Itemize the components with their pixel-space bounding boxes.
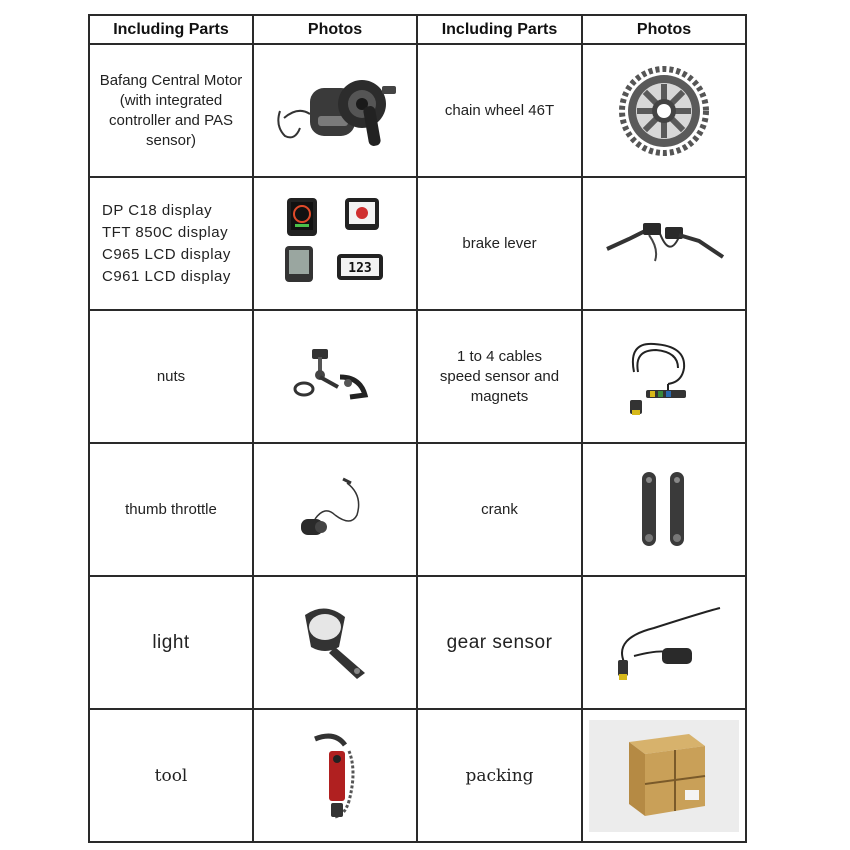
table-row [89,709,746,842]
photo-cell [253,177,417,310]
part-cell [89,177,253,310]
table-row [89,443,746,576]
header-including-parts-2: Including Parts [417,15,582,44]
photo-cell [582,177,746,310]
photo-cell [253,310,417,443]
part-label-brake-lever: brake lever [462,234,537,252]
photo-cell [582,709,746,842]
cable-harness-icon [624,332,704,422]
lcd-displays-icon [275,194,395,294]
parts-table [88,14,747,843]
photo-cell [253,709,417,842]
photo-cell [582,443,746,576]
part-cell [417,44,582,177]
part-cell [89,443,253,576]
header-photos-1: Photos [253,15,417,44]
part-cell [89,44,253,177]
part-cell [89,576,253,709]
part-cell [417,709,582,842]
photo-cell [253,44,417,177]
part-label-motor: Bafang Central Motor (with integrated controller and PAS sensor) [99,71,243,149]
headlight-icon [295,603,375,683]
part-cell [89,709,253,842]
part-label-nuts: nuts [156,367,186,385]
table-row [89,177,746,310]
photo-cell [582,310,746,443]
chainring-icon [619,66,709,156]
photo-cell [582,576,746,709]
thumb-throttle-icon [295,475,375,545]
part-cell [417,310,582,443]
crank-arms-icon [634,470,694,550]
part-label-gear-sensor: gear sensor [446,631,553,653]
part-label-displays: DP C18 display TFT 850C display C965 LCD display C961 LCD display [102,201,231,285]
photo-cell [253,443,417,576]
photo-cell [582,44,746,177]
display-readout: 123 [348,260,372,276]
part-label-chain-wheel: chain wheel 46T [444,101,555,119]
header-including-parts-1: Including Parts [89,15,253,44]
part-cell [417,443,582,576]
part-label-tool: tool [154,765,188,786]
gear-sensor-icon [604,598,724,688]
mounting-bracket-icon [290,347,380,407]
table-row [89,44,746,177]
part-label-thumb-throttle: thumb throttle [125,500,217,518]
part-cell [89,310,253,443]
cardboard-box-icon [589,720,739,832]
part-cell [417,177,582,310]
brake-lever-icon [599,209,729,279]
header-row [89,15,746,44]
part-label-packing: packing [465,765,534,786]
header-photos-2: Photos [582,15,746,44]
table-row [89,576,746,709]
table-row [89,310,746,443]
part-label-light: light [152,631,190,653]
part-label-cables: 1 to 4 cables speed sensor and magnets [439,347,560,405]
crank-tool-icon [305,731,365,821]
photo-cell [253,576,417,709]
mid-drive-motor-icon [270,66,400,156]
part-label-crank: crank [481,500,518,518]
part-cell [417,576,582,709]
